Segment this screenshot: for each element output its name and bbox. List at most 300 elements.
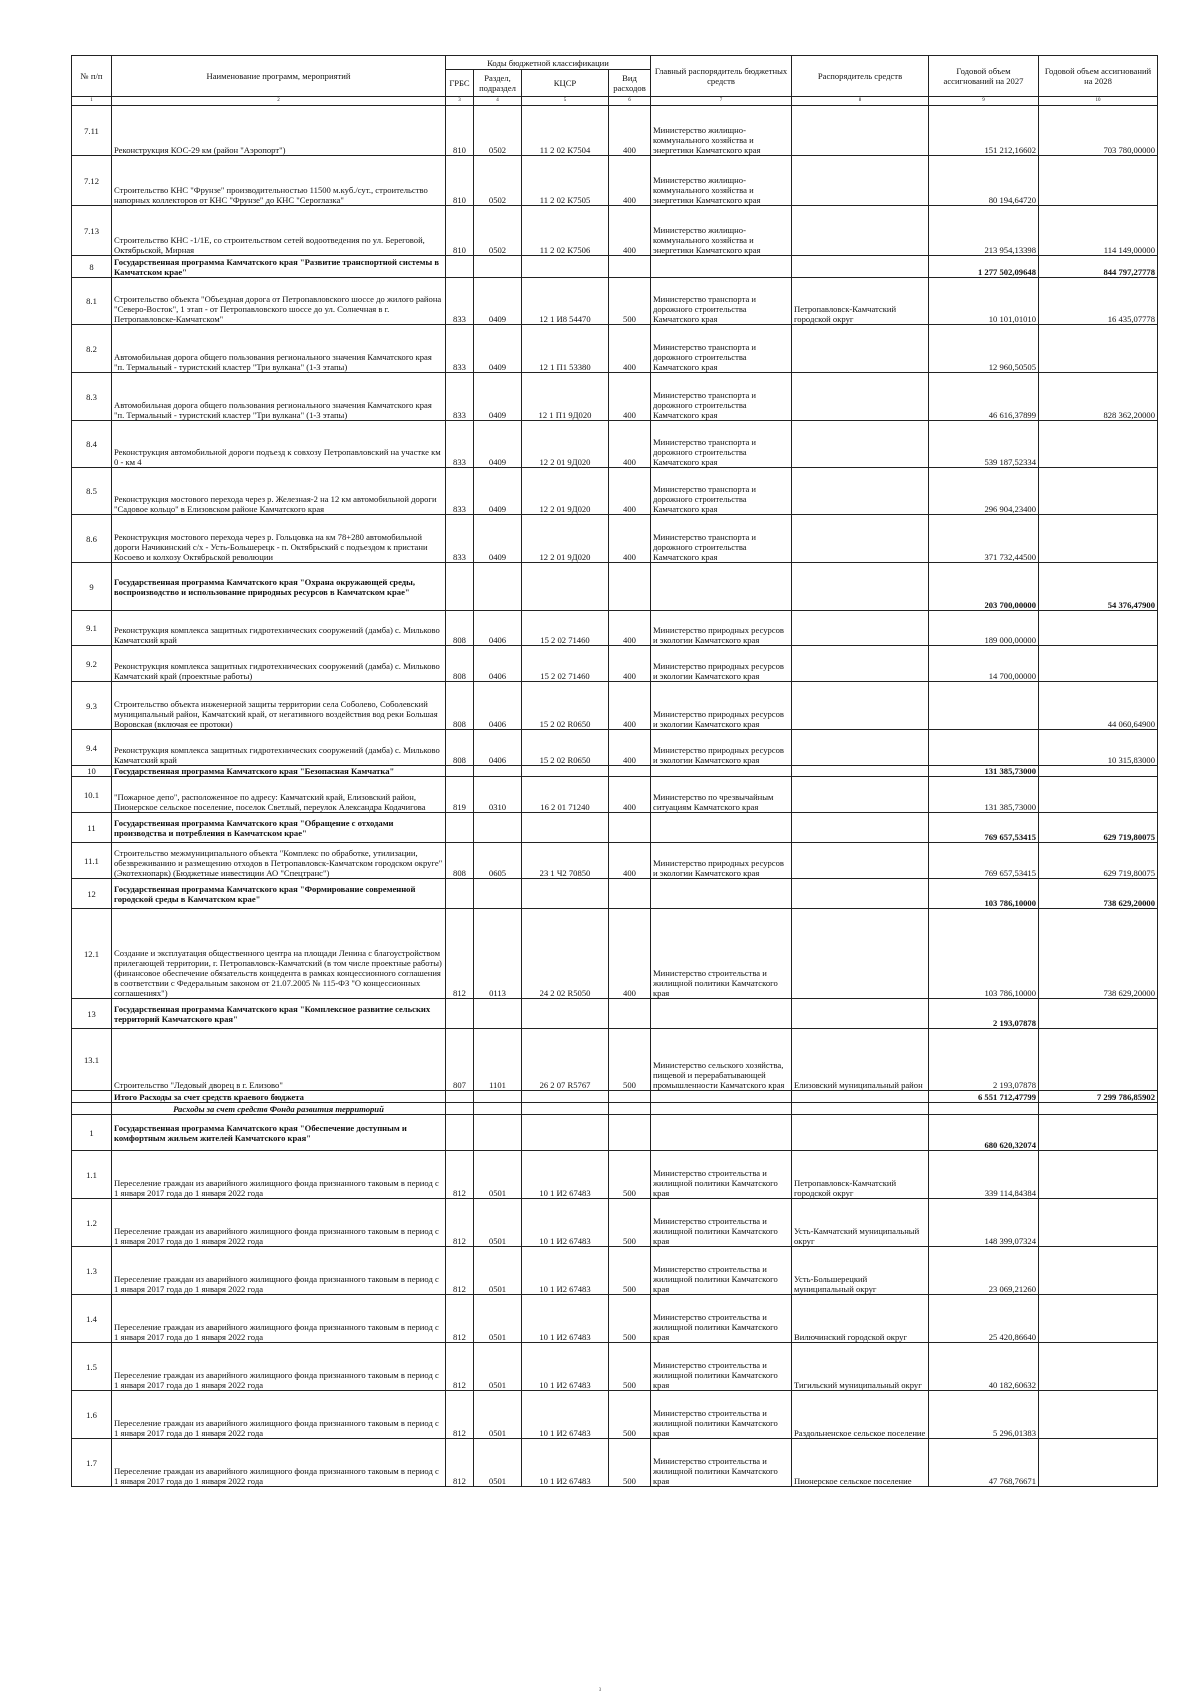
row-name: Автомобильная дорога общего пользования регионального значения Камчатского края "п. Термальный - туристский кластер "Три вулкана" (1-3 этапы) [112,373,446,421]
row-number: 8.2 [72,325,112,373]
row-main-manager [651,766,792,777]
table-row [72,909,1158,999]
row-number: 9.2 [72,646,112,682]
row-manager [792,325,929,373]
row-kcsr: 15 2 02 71460 [522,611,609,646]
row-vid: 500 [609,1247,651,1295]
row-grbs: 833 [446,515,474,563]
row-grbs [446,813,474,843]
row-vid [609,879,651,909]
table-body [72,106,1158,1487]
row-manager [792,999,929,1029]
row-manager [792,563,929,611]
table-row [72,682,1158,730]
row-name: Реконструкция комплекса защитных гидротехнических сооружений (дамба) с. Мильково Камчатский край (проектные работы) [112,646,446,682]
row-name: Государственная программа Камчатского края "Комплексное развитие сельских территорий Камчатского края" [112,999,446,1029]
row-number: 7.11 [72,106,112,156]
row-manager [792,468,929,515]
row-manager [792,813,929,843]
row-vid: 400 [609,682,651,730]
header-2027: Годовой объем ассигнований на 2027 [929,56,1039,97]
row-amount-2028 [1039,1343,1158,1391]
row-manager [792,1115,929,1151]
row-kcsr [522,1115,609,1151]
row-grbs: 812 [446,909,474,999]
row-amount-2027: 131 385,73000 [929,777,1039,813]
program-row [72,1115,1158,1151]
row-number: 12 [72,879,112,909]
total-empty-cell [474,1091,522,1103]
section-title: Расходы за счет средств Фонда развития территорий [112,1103,446,1115]
row-vid: 400 [609,843,651,879]
column-number: 7 [651,97,792,106]
row-kcsr: 12 2 01 9Д020 [522,421,609,468]
row-kcsr: 12 2 01 9Д020 [522,468,609,515]
row-amount-2028 [1039,325,1158,373]
row-kcsr [522,879,609,909]
column-number-row [72,97,1158,106]
row-manager [792,156,929,206]
header-vid: Вид расходов [609,70,651,97]
program-row [72,766,1158,777]
row-vid: 400 [609,156,651,206]
table-row [72,730,1158,766]
table-row [72,421,1158,468]
row-amount-2028: 703 780,00000 [1039,106,1158,156]
row-kcsr: 12 1 П1 9Д020 [522,373,609,421]
row-kcsr [522,563,609,611]
column-number: 5 [522,97,609,106]
row-name: Переселение граждан из аварийного жилищного фонда признанного таковым в период с 1 января 2017 года до 1 января 2022 года [112,1343,446,1391]
row-main-manager: Министерство строительства и жилищной политики Камчатского края [651,1343,792,1391]
row-name: Государственная программа Камчатского края "Формирование современной городской среды в Камчатском крае" [112,879,446,909]
row-kcsr: 10 1 И2 67483 [522,1391,609,1439]
section-empty-cell [522,1103,609,1115]
row-vid [609,813,651,843]
row-manager: Пионерское сельское поселение [792,1439,929,1487]
row-grbs: 812 [446,1247,474,1295]
row-main-manager: Министерство по чрезвычайным ситуациям Камчатского края [651,777,792,813]
table-row [72,777,1158,813]
row-vid: 400 [609,515,651,563]
section-empty-cell [929,1103,1039,1115]
row-grbs [446,563,474,611]
column-number: 3 [446,97,474,106]
row-manager [792,106,929,156]
row-razdel: 0502 [474,156,522,206]
budget-table-sheet [71,55,1157,1487]
row-razdel: 0409 [474,373,522,421]
row-main-manager: Министерство природных ресурсов и экологии Камчатского края [651,843,792,879]
section-empty-cell [72,1103,112,1115]
row-name: Реконструкция автомобильной дороги подъезд к совхозу Петропавловский на участке км 0 - км 4 [112,421,446,468]
row-amount-2028 [1039,1391,1158,1439]
row-name: Строительство "Ледовый дворец в г. Елизово" [112,1029,446,1091]
row-amount-2027: 371 732,44500 [929,515,1039,563]
table-row [72,106,1158,156]
column-number: 1 [72,97,112,106]
row-name: Государственная программа Камчатского края "Охрана окружающей среды, воспроизводство и использование природных ресурсов в Камчатском крае" [112,563,446,611]
row-amount-2028 [1039,999,1158,1029]
total-amount-2027: 6 551 712,47799 [929,1091,1039,1103]
table-row [72,1151,1158,1199]
row-manager: Усть-Большерецкий муниципальный округ [792,1247,929,1295]
section-empty-cell [474,1103,522,1115]
header-2028: Годовой объем ассигнований на 2028 [1039,56,1158,97]
row-amount-2028 [1039,646,1158,682]
row-number: 10.1 [72,777,112,813]
row-main-manager: Министерство природных ресурсов и экологии Камчатского края [651,682,792,730]
table-row [72,515,1158,563]
row-vid [609,766,651,777]
row-amount-2028 [1039,611,1158,646]
row-razdel: 0409 [474,515,522,563]
row-main-manager: Министерство жилищно-коммунального хозяйства и энергетики Камчатского края [651,156,792,206]
row-main-manager: Министерство транспорта и дорожного строительства Камчатского края [651,373,792,421]
row-number: 12.1 [72,909,112,999]
row-grbs: 812 [446,1439,474,1487]
row-amount-2028 [1039,1439,1158,1487]
row-grbs: 810 [446,156,474,206]
row-vid: 400 [609,206,651,256]
program-row [72,563,1158,611]
row-razdel [474,256,522,278]
row-vid: 500 [609,1199,651,1247]
row-main-manager: Министерство строительства и жилищной политики Камчатского края [651,909,792,999]
row-kcsr: 10 1 И2 67483 [522,1343,609,1391]
row-main-manager: Министерство транспорта и дорожного строительства Камчатского края [651,325,792,373]
row-name: Переселение граждан из аварийного жилищного фонда признанного таковым в период с 1 января 2017 года до 1 января 2022 года [112,1199,446,1247]
row-number: 11.1 [72,843,112,879]
header-num: № п/п [72,56,112,97]
row-main-manager: Министерство строительства и жилищной политики Камчатского края [651,1247,792,1295]
row-number: 10 [72,766,112,777]
row-number: 11 [72,813,112,843]
row-name: Реконструкция мостового перехода через р. Гольцовка на км 78+280 автомобильной дороги Начикинский с/х - Усть-Большерецк - п. Октябрьский с подъездом к пристани Косоево и колхозу Октябрьской революции [112,515,446,563]
row-amount-2028 [1039,1295,1158,1343]
row-main-manager: Министерство транспорта и дорожного строительства Камчатского края [651,468,792,515]
row-name: Автомобильная дорога общего пользования регионального значения Камчатского края "п. Термальный - туристский кластер "Три вулкана" (1-3 этапы) [112,325,446,373]
row-razdel: 0501 [474,1439,522,1487]
section-title-row [72,1103,1158,1115]
row-manager [792,611,929,646]
row-manager [792,730,929,766]
table-row [72,1295,1158,1343]
row-amount-2027: 339 114,84384 [929,1151,1039,1199]
row-amount-2028 [1039,1247,1158,1295]
row-razdel: 1101 [474,1029,522,1091]
row-amount-2028: 10 315,83000 [1039,730,1158,766]
table-row [72,1199,1158,1247]
section-empty-cell [609,1103,651,1115]
table-row [72,646,1158,682]
row-kcsr: 10 1 И2 67483 [522,1151,609,1199]
row-main-manager: Министерство строительства и жилищной политики Камчатского края [651,1199,792,1247]
header-razdel: Раздел, подраздел [474,70,522,97]
row-main-manager: Министерство транспорта и дорожного строительства Камчатского края [651,278,792,325]
row-grbs [446,879,474,909]
row-amount-2028 [1039,1151,1158,1199]
row-amount-2028 [1039,1199,1158,1247]
row-amount-2028 [1039,468,1158,515]
row-grbs [446,766,474,777]
header-name: Наименование программ, мероприятий [112,56,446,97]
row-main-manager [651,879,792,909]
row-grbs: 833 [446,421,474,468]
row-amount-2027: 5 296,01383 [929,1391,1039,1439]
row-amount-2027 [929,682,1039,730]
row-kcsr: 10 1 И2 67483 [522,1439,609,1487]
row-number: 13 [72,999,112,1029]
table-row [72,1247,1158,1295]
row-amount-2028 [1039,1115,1158,1151]
row-amount-2028 [1039,766,1158,777]
row-manager: Усть-Камчатский муниципальный округ [792,1199,929,1247]
row-main-manager [651,563,792,611]
row-grbs: 812 [446,1343,474,1391]
row-manager: Петропавловск-Камчатский городской округ [792,278,929,325]
row-razdel: 0406 [474,730,522,766]
row-name: Государственная программа Камчатского края "Безопасная Камчатка" [112,766,446,777]
section-empty-cell [651,1103,792,1115]
row-vid: 400 [609,106,651,156]
row-manager [792,879,929,909]
row-kcsr: 23 1 Ч2 70850 [522,843,609,879]
row-grbs [446,999,474,1029]
table-row [72,843,1158,879]
row-manager [792,766,929,777]
row-kcsr: 12 1 И8 54470 [522,278,609,325]
row-name: Создание и эксплуатация общественного центра на площади Ленина с благоустройством прилегающей территории, г. Петропавловск-Камчатский (в том числе проектные работы) (финансовое обеспечение обязательств концедента в рамках концессионного соглашения в соответствии с Федеральным законом от 21.07.2005 № 115-ФЗ "О концессионных соглашениях") [112,909,446,999]
row-vid: 500 [609,1391,651,1439]
row-main-manager: Министерство транспорта и дорожного строительства Камчатского края [651,421,792,468]
row-razdel: 0406 [474,611,522,646]
table-row [72,611,1158,646]
row-kcsr: 12 1 П1 53380 [522,325,609,373]
row-manager: Тигильский муниципальный округ [792,1343,929,1391]
row-number: 9.3 [72,682,112,730]
row-main-manager: Министерство природных ресурсов и экологии Камчатского края [651,611,792,646]
total-empty-cell [72,1091,112,1103]
row-amount-2028 [1039,1029,1158,1091]
row-vid: 500 [609,1029,651,1091]
budget-table [71,55,1158,1487]
table-row [72,1029,1158,1091]
total-empty-cell [651,1091,792,1103]
row-name: Государственная программа Камчатского края "Обеспечение доступным и комфортным жильем жителей Камчатского края" [112,1115,446,1151]
row-kcsr: 26 2 07 R5767 [522,1029,609,1091]
row-grbs: 807 [446,1029,474,1091]
row-manager [792,682,929,730]
row-razdel: 0409 [474,278,522,325]
row-main-manager: Министерство природных ресурсов и экологии Камчатского края [651,646,792,682]
row-razdel [474,879,522,909]
row-name: Переселение граждан из аварийного жилищного фонда признанного таковым в период с 1 января 2017 года до 1 января 2022 года [112,1247,446,1295]
row-amount-2027: 10 101,01010 [929,278,1039,325]
row-name: Государственная программа Камчатского края "Обращение с отходами производства и потребления в Камчатском крае" [112,813,446,843]
row-amount-2027: 103 786,10000 [929,909,1039,999]
row-grbs: 812 [446,1391,474,1439]
row-main-manager [651,1115,792,1151]
row-amount-2027: 14 700,00000 [929,646,1039,682]
row-number: 1.3 [72,1247,112,1295]
row-grbs: 810 [446,206,474,256]
row-main-manager: Министерство сельского хозяйства, пищевой и перерабатывающей промышленности Камчатского края [651,1029,792,1091]
row-amount-2027: 40 182,60632 [929,1343,1039,1391]
row-manager: Раздольненское сельское поселение [792,1391,929,1439]
header-main-manager: Главный распорядитель бюджетных средств [651,56,792,97]
total-empty-cell [446,1091,474,1103]
row-amount-2028: 828 362,20000 [1039,373,1158,421]
row-name: Переселение граждан из аварийного жилищного фонда признанного таковым в период с 1 января 2017 года до 1 января 2022 года [112,1439,446,1487]
row-razdel: 0113 [474,909,522,999]
row-kcsr: 24 2 02 R5050 [522,909,609,999]
row-grbs: 833 [446,468,474,515]
row-name: Переселение граждан из аварийного жилищного фонда признанного таковым в период с 1 января 2017 года до 1 января 2022 года [112,1151,446,1199]
row-razdel: 0501 [474,1295,522,1343]
row-main-manager: Министерство строительства и жилищной политики Камчатского края [651,1391,792,1439]
column-number: 6 [609,97,651,106]
row-manager [792,909,929,999]
row-amount-2028 [1039,421,1158,468]
row-grbs: 819 [446,777,474,813]
row-razdel: 0501 [474,1247,522,1295]
row-manager: Петропавловск-Камчатский городской округ [792,1151,929,1199]
row-number: 8 [72,256,112,278]
row-number: 13.1 [72,1029,112,1091]
row-grbs: 808 [446,611,474,646]
row-kcsr: 15 2 02 R0650 [522,730,609,766]
row-vid: 400 [609,468,651,515]
row-amount-2027: 213 954,13398 [929,206,1039,256]
row-kcsr [522,999,609,1029]
column-number: 10 [1039,97,1158,106]
row-name: Строительство КНС -1/1Е, со строительством сетей водоотведения по ул. Береговой, Октябрьской, Мирная [112,206,446,256]
row-vid [609,999,651,1029]
row-manager: Елизовский муниципальный район [792,1029,929,1091]
row-vid: 400 [609,909,651,999]
row-amount-2027: 47 768,76671 [929,1439,1039,1487]
row-razdel [474,813,522,843]
row-grbs: 833 [446,325,474,373]
row-razdel [474,999,522,1029]
row-name: Реконструкция мостового перехода через р. Железная-2 на 12 км автомобильной дороги "Садовое кольцо" в Елизовском районе Камчатского края [112,468,446,515]
total-row [72,1091,1158,1103]
row-kcsr: 10 1 И2 67483 [522,1295,609,1343]
row-razdel [474,766,522,777]
row-name: Реконструкция КОС-29 км (район "Аэропорт") [112,106,446,156]
row-vid [609,1115,651,1151]
row-manager [792,373,929,421]
program-row [72,879,1158,909]
row-main-manager: Министерство природных ресурсов и экологии Камчатского края [651,730,792,766]
total-empty-cell [609,1091,651,1103]
row-number: 1.1 [72,1151,112,1199]
row-manager [792,256,929,278]
row-vid: 400 [609,611,651,646]
row-vid: 400 [609,373,651,421]
row-razdel: 0409 [474,468,522,515]
row-amount-2027: 189 000,00000 [929,611,1039,646]
row-grbs: 808 [446,646,474,682]
row-name: Реконструкция комплекса защитных гидротехнических сооружений (дамба) с. Мильково Камчатский край [112,730,446,766]
row-grbs: 833 [446,278,474,325]
row-kcsr: 15 2 02 71460 [522,646,609,682]
row-vid: 400 [609,730,651,766]
total-amount-2028: 7 299 786,85902 [1039,1091,1158,1103]
row-grbs: 812 [446,1295,474,1343]
row-manager [792,421,929,468]
row-razdel [474,1115,522,1151]
row-amount-2028: 44 060,64900 [1039,682,1158,730]
row-kcsr: 16 2 01 71240 [522,777,609,813]
row-kcsr: 11 2 02 К7504 [522,106,609,156]
row-number: 9.1 [72,611,112,646]
row-amount-2027 [929,730,1039,766]
row-razdel: 0409 [474,421,522,468]
table-row [72,206,1158,256]
row-main-manager: Министерство транспорта и дорожного строительства Камчатского края [651,515,792,563]
section-empty-cell [1039,1103,1158,1115]
row-grbs: 808 [446,682,474,730]
row-grbs [446,1115,474,1151]
row-main-manager: Министерство строительства и жилищной политики Камчатского края [651,1439,792,1487]
total-empty-cell [522,1091,609,1103]
row-amount-2027: 46 616,37899 [929,373,1039,421]
row-razdel: 0406 [474,646,522,682]
row-manager [792,843,929,879]
row-amount-2028 [1039,156,1158,206]
row-main-manager: Министерство строительства и жилищной политики Камчатского края [651,1151,792,1199]
row-number: 1 [72,1115,112,1151]
row-name: "Пожарное депо", расположенное по адресу: Камчатский край, Елизовский район, Пионерское сельское поселение, поселок Светлый, переулок Александра Кодачигова [112,777,446,813]
row-name: Строительство объекта инженерной защиты территории села Соболево, Соболевский муниципальный район, Камчатский край, от негативного воздействия вод реки Большая Воровская (включая ее протоки) [112,682,446,730]
table-row [72,325,1158,373]
header-grbs: ГРБС [446,70,474,97]
row-amount-2027: 769 657,53415 [929,813,1039,843]
table-row [72,278,1158,325]
row-kcsr [522,256,609,278]
row-number: 1.7 [72,1439,112,1487]
header-kcsr: КЦСР [522,70,609,97]
row-name: Строительство межмуниципального объекта "Комплекс по обработке, утилизации, обезвреживанию и размещению отходов в Петропавловск-Камчатском городском округе" (Экотехнопарк) (Бюджетные инвестиции АО "Спецтранс") [112,843,446,879]
row-razdel: 0406 [474,682,522,730]
row-number: 1.5 [72,1343,112,1391]
row-name: Государственная программа Камчатского края "Развитие транспортной системы в Камчатском крае" [112,256,446,278]
row-number: 8.1 [72,278,112,325]
table-row [72,156,1158,206]
row-amount-2027: 2 193,07878 [929,1029,1039,1091]
row-razdel: 0502 [474,206,522,256]
row-number: 7.12 [72,156,112,206]
row-vid: 400 [609,325,651,373]
row-vid: 400 [609,421,651,468]
row-grbs: 812 [446,1199,474,1247]
row-amount-2028 [1039,777,1158,813]
row-razdel: 0501 [474,1391,522,1439]
row-number: 1.2 [72,1199,112,1247]
row-main-manager [651,999,792,1029]
row-kcsr: 11 2 02 К7506 [522,206,609,256]
row-number: 7.13 [72,206,112,256]
row-amount-2028: 629 719,80075 [1039,813,1158,843]
row-vid: 500 [609,278,651,325]
row-amount-2027: 23 069,21260 [929,1247,1039,1295]
row-vid: 500 [609,1295,651,1343]
row-amount-2027: 680 620,32074 [929,1115,1039,1151]
row-amount-2027: 80 194,64720 [929,156,1039,206]
row-manager [792,777,929,813]
